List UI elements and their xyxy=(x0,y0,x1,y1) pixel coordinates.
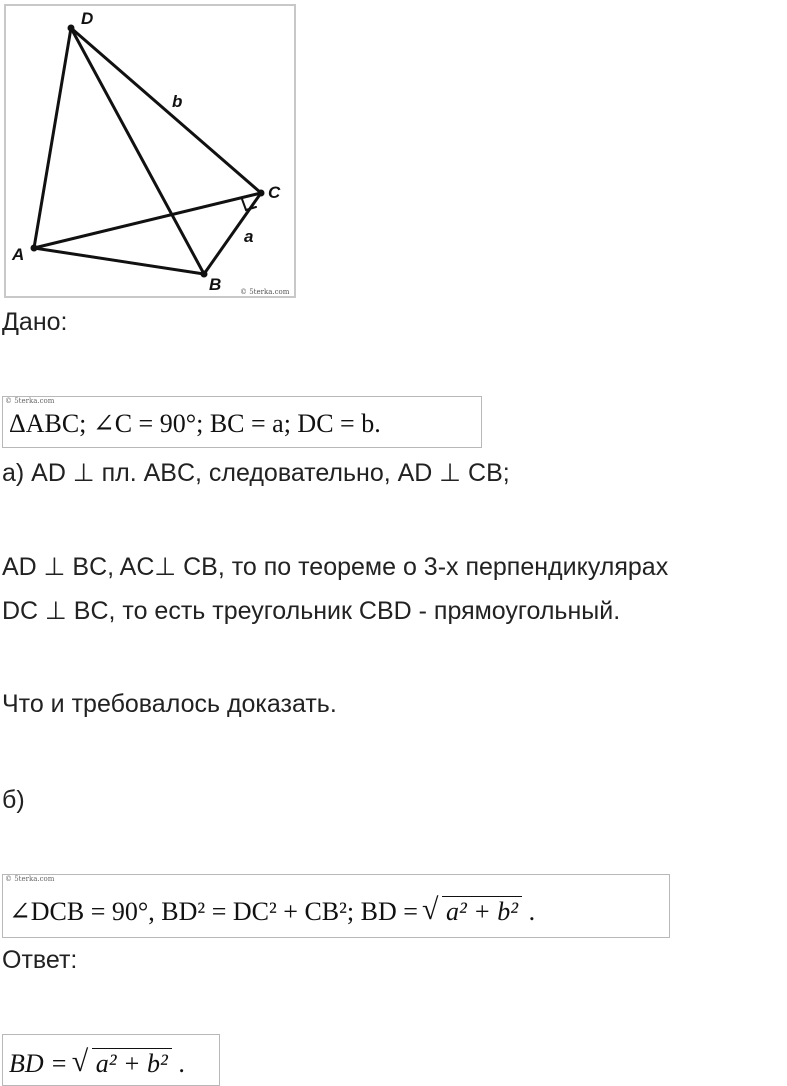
label-side-a: a xyxy=(244,227,254,246)
solution-formula xyxy=(9,893,536,927)
part-a-line1: а) AD ⊥ пл. ABC, следовательно, AD ⊥ CB; xyxy=(2,459,510,487)
solution-formula-suffix: . xyxy=(522,897,536,926)
tetrahedron-diagram xyxy=(6,6,294,296)
solution-radicand: a² + b² xyxy=(442,896,522,926)
answer-formula-suffix: . xyxy=(171,1049,185,1078)
part-b-label: б) xyxy=(2,786,25,814)
point-b xyxy=(201,271,208,278)
solution-formula-box xyxy=(2,874,670,938)
answer-radicand: a² + b² xyxy=(92,1048,172,1078)
proved-statement: Что и требовалось доказать. xyxy=(2,690,337,718)
figure-watermark: © 5terka.com xyxy=(240,288,290,296)
formula-watermark: © 5terka.com xyxy=(5,875,55,883)
edge-ab xyxy=(34,248,204,274)
point-a xyxy=(31,245,38,252)
edge-dc xyxy=(71,28,261,193)
label-b: B xyxy=(209,275,222,294)
solution-formula-prefix: ∠DCB = 90°, BD² = DC² + CB²; BD = xyxy=(9,897,418,926)
sqrt-symbol: √ a² + b² xyxy=(72,1049,172,1079)
given-label: Дано: xyxy=(2,308,68,336)
label-side-b: b xyxy=(172,92,183,111)
point-d xyxy=(68,25,75,32)
given-formula: ΔABC; ∠C = 90°; BC = a; DC = b. xyxy=(9,409,381,438)
edge-da xyxy=(34,28,71,248)
part-a-line3: DC ⊥ BC, то есть треугольник CBD - прямоугольный. xyxy=(2,597,621,625)
answer-label: Ответ: xyxy=(2,946,78,974)
label-a: A xyxy=(12,245,25,264)
answer-formula xyxy=(9,1045,185,1079)
geometry-figure xyxy=(4,4,296,298)
label-c: C xyxy=(268,183,281,202)
label-d: D xyxy=(81,9,94,28)
sqrt-symbol: √ a² + b² xyxy=(422,897,522,927)
formula-watermark: © 5terka.com xyxy=(5,397,55,405)
answer-formula-prefix: BD = xyxy=(9,1049,68,1078)
answer-formula-box xyxy=(2,1034,220,1086)
edge-db xyxy=(71,28,204,274)
given-formula-box xyxy=(2,396,482,448)
point-c xyxy=(258,190,265,197)
part-a-line2: AD ⊥ BC, AC⊥ CB, то по теореме о 3-х перпендикулярах xyxy=(2,553,669,581)
